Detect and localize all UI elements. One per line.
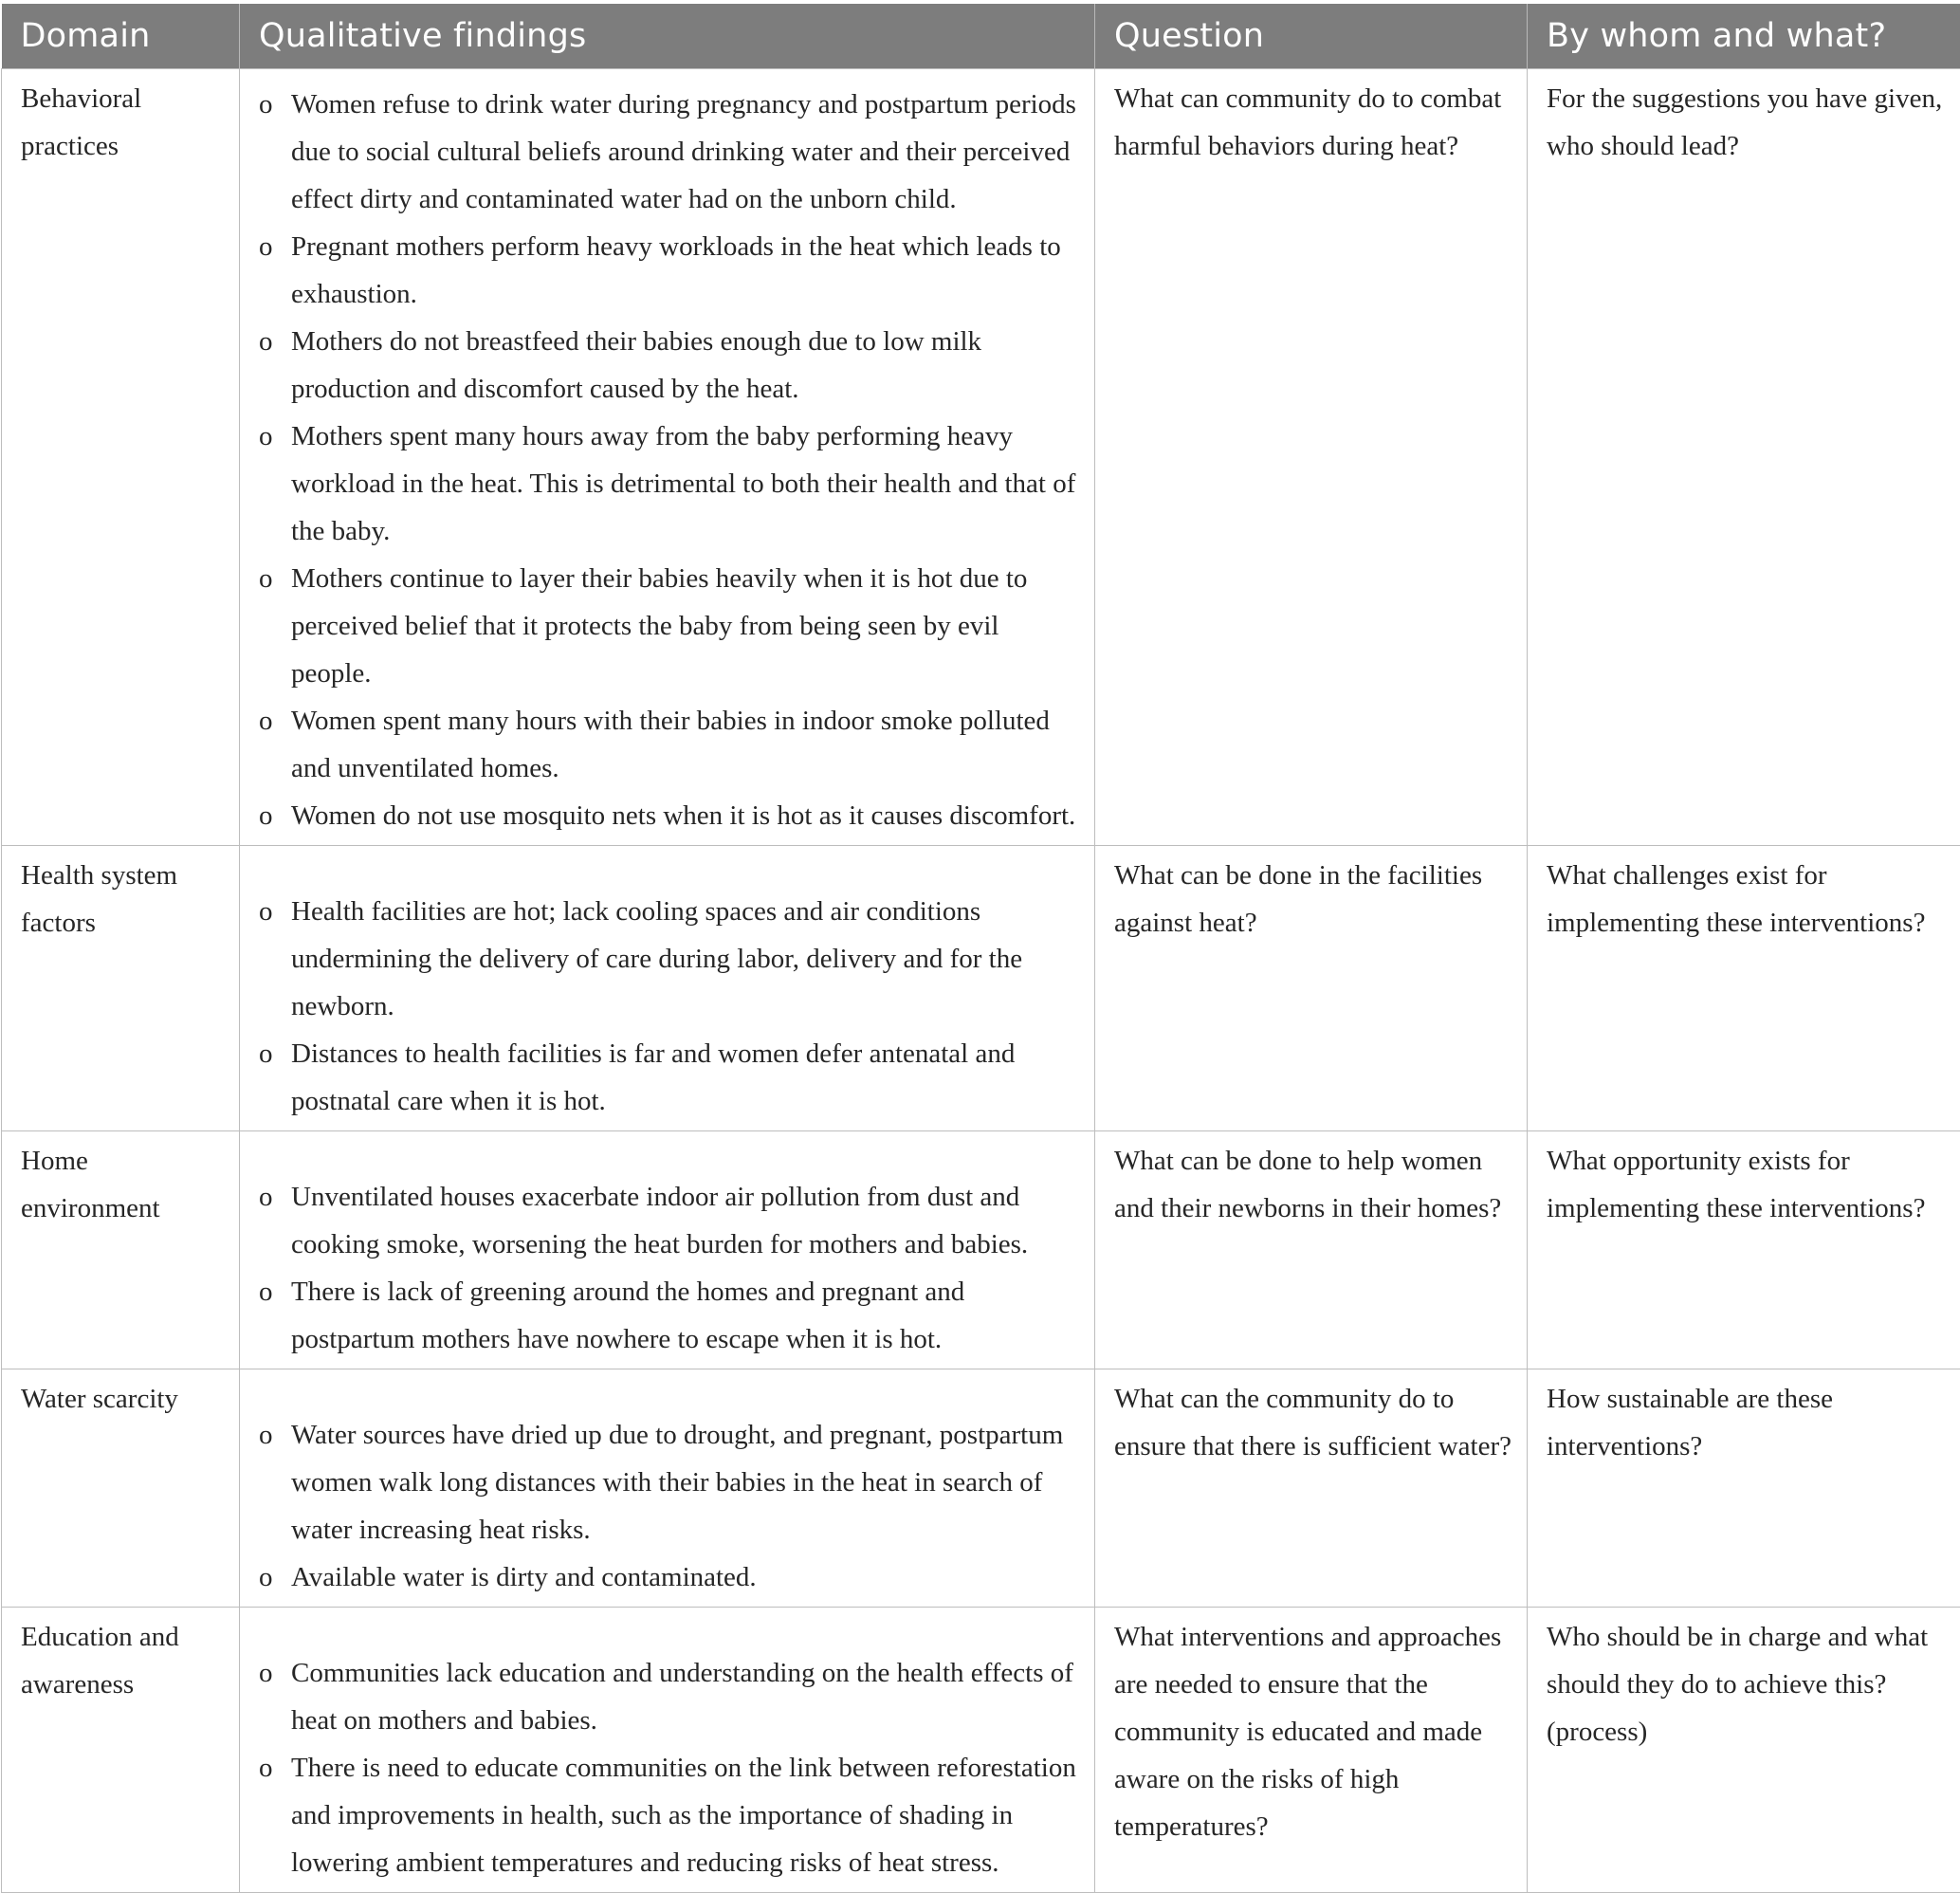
list-item bbox=[259, 81, 1079, 223]
header-question: Question bbox=[1095, 4, 1528, 69]
by-whom-cell: For the suggestions you have given, who should lead? bbox=[1528, 69, 1960, 846]
table-row bbox=[2, 1369, 1960, 1608]
list-item bbox=[259, 1030, 1079, 1125]
by-whom-cell: What challenges exist for implementing these interventions? bbox=[1528, 846, 1960, 1131]
domain-cell: Water scarcity bbox=[2, 1369, 240, 1608]
findings-cell bbox=[240, 1369, 1095, 1608]
finding-text: Women do not use mosquito nets when it is hot as it causes discomfort. bbox=[291, 800, 1075, 831]
findings-cell bbox=[240, 1608, 1095, 1893]
domain-cell: Health system factors bbox=[2, 846, 240, 1131]
by-whom-cell: What opportunity exists for implementing these interventions? bbox=[1528, 1131, 1960, 1369]
domain-cell: Home environment bbox=[2, 1131, 240, 1369]
findings-list bbox=[259, 1411, 1079, 1601]
table-row bbox=[2, 69, 1960, 846]
finding-text: Women spent many hours with their babies in indoor smoke polluted and unventilated homes. bbox=[291, 706, 1050, 783]
finding-text: There is lack of greening around the homes and pregnant and postpartum mothers have nowhere to escape when it is hot. bbox=[291, 1277, 964, 1354]
list-item bbox=[259, 1173, 1079, 1268]
table-header bbox=[2, 4, 1960, 69]
table-row bbox=[2, 1131, 1960, 1369]
header-domain: Domain bbox=[2, 4, 240, 69]
findings-list bbox=[259, 81, 1079, 839]
findings-list bbox=[259, 1173, 1079, 1363]
question-cell: What can the community do to ensure that there is sufficient water? bbox=[1095, 1369, 1528, 1608]
list-item bbox=[259, 1411, 1079, 1553]
finding-text: There is need to educate communities on the link between reforestation and improvements in health, such as the importance of shading in lowering ambient temperatures and reducing risks of heat stress. bbox=[291, 1753, 1076, 1878]
finding-text: Water sources have dried up due to drought, and pregnant, postpartum women walk long distances with their babies in the heat in search of water increasing heat risks. bbox=[291, 1420, 1063, 1545]
findings-list bbox=[259, 888, 1079, 1125]
bullet-marker: o bbox=[259, 318, 273, 365]
header-qualitative-findings: Qualitative findings bbox=[240, 4, 1095, 69]
bullet-marker: o bbox=[259, 81, 273, 128]
bullet-marker: o bbox=[259, 1173, 273, 1221]
list-item bbox=[259, 318, 1079, 413]
list-item bbox=[259, 223, 1079, 318]
header-row bbox=[2, 4, 1960, 69]
by-whom-cell: Who should be in charge and what should they do to achieve this? (process) bbox=[1528, 1608, 1960, 1893]
bullet-marker: o bbox=[259, 1553, 273, 1601]
finding-text: Pregnant mothers perform heavy workloads in the heat which leads to exhaustion. bbox=[291, 231, 1061, 309]
list-item bbox=[259, 697, 1079, 792]
list-item bbox=[259, 1744, 1079, 1886]
bullet-marker: o bbox=[259, 1411, 273, 1459]
bullet-marker: o bbox=[259, 888, 273, 935]
question-cell: What can be done to help women and their newborns in their homes? bbox=[1095, 1131, 1528, 1369]
findings-cell bbox=[240, 846, 1095, 1131]
bullet-marker: o bbox=[259, 792, 273, 839]
finding-text: Mothers continue to layer their babies heavily when it is hot due to perceived belief that it protects the baby from being seen by evil people. bbox=[291, 563, 1027, 689]
finding-text: Women refuse to drink water during pregnancy and postpartum periods due to social cultural beliefs around drinking water and their perceived effect dirty and contaminated water had on the unborn child. bbox=[291, 89, 1076, 214]
findings-cell bbox=[240, 69, 1095, 846]
question-cell: What can be done in the facilities against heat? bbox=[1095, 846, 1528, 1131]
header-by-whom: By whom and what? bbox=[1528, 4, 1960, 69]
question-cell: What can community do to combat harmful behaviors during heat? bbox=[1095, 69, 1528, 846]
list-item bbox=[259, 888, 1079, 1030]
list-item bbox=[259, 555, 1079, 697]
table-body bbox=[2, 69, 1960, 1893]
bullet-marker: o bbox=[259, 413, 273, 460]
list-item bbox=[259, 792, 1079, 839]
bullet-marker: o bbox=[259, 697, 273, 744]
finding-text: Mothers do not breastfeed their babies enough due to low milk production and discomfort caused by the heat. bbox=[291, 326, 981, 404]
finding-text: Communities lack education and understanding on the health effects of heat on mothers and babies. bbox=[291, 1658, 1073, 1736]
by-whom-cell: How sustainable are these interventions? bbox=[1528, 1369, 1960, 1608]
findings-list bbox=[259, 1649, 1079, 1886]
list-item bbox=[259, 1268, 1079, 1363]
bullet-marker: o bbox=[259, 1268, 273, 1315]
finding-text: Unventilated houses exacerbate indoor air pollution from dust and cooking smoke, worsening the heat burden for mothers and babies. bbox=[291, 1182, 1028, 1259]
list-item bbox=[259, 1553, 1079, 1601]
list-item bbox=[259, 413, 1079, 555]
bullet-marker: o bbox=[259, 1030, 273, 1077]
bullet-marker: o bbox=[259, 223, 273, 270]
bullet-marker: o bbox=[259, 555, 273, 602]
finding-text: Distances to health facilities is far and women defer antenatal and postnatal care when it is hot. bbox=[291, 1038, 1015, 1116]
findings-table bbox=[1, 4, 1960, 1893]
bullet-marker: o bbox=[259, 1649, 273, 1697]
finding-text: Available water is dirty and contaminated. bbox=[291, 1562, 757, 1592]
list-item bbox=[259, 1649, 1079, 1744]
table-row bbox=[2, 846, 1960, 1131]
domain-cell: Education and awareness bbox=[2, 1608, 240, 1893]
finding-text: Mothers spent many hours away from the baby performing heavy workload in the heat. This is detrimental to both their health and that of the baby. bbox=[291, 421, 1075, 546]
domain-cell: Behavioral practices bbox=[2, 69, 240, 846]
question-cell: What interventions and approaches are needed to ensure that the community is educated and made aware on the risks of high temperatures? bbox=[1095, 1608, 1528, 1893]
bullet-marker: o bbox=[259, 1744, 273, 1792]
findings-cell bbox=[240, 1131, 1095, 1369]
table-row bbox=[2, 1608, 1960, 1893]
finding-text: Health facilities are hot; lack cooling spaces and air conditions undermining the delivery of care during labor, delivery and for the newborn. bbox=[291, 896, 1022, 1021]
